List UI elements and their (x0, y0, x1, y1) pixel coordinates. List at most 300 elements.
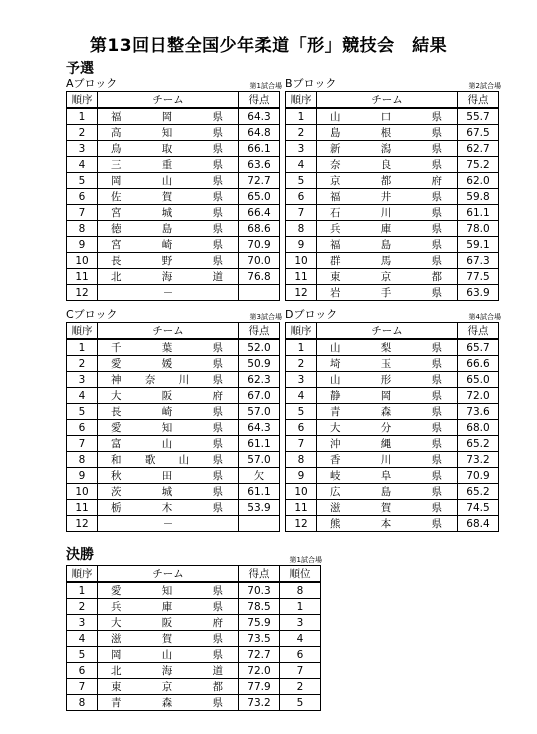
table-row (286, 125, 499, 141)
row-number: 4 (286, 388, 317, 404)
score-cell: 65.2 (458, 436, 499, 452)
team-cell (98, 500, 239, 516)
block-c (66, 309, 286, 532)
team-name: 神奈川県 (111, 374, 223, 386)
row-number: 6 (286, 189, 317, 205)
table-row (67, 452, 280, 468)
table-row (67, 436, 280, 452)
row-number: 10 (286, 484, 317, 500)
score-cell: 59.8 (458, 189, 499, 205)
score-cell: 61.1 (239, 484, 280, 500)
row-number: 10 (286, 253, 317, 269)
table-row (286, 452, 499, 468)
team-name: 静岡県 (330, 390, 442, 402)
row-number: 11 (67, 500, 98, 516)
score-cell: 72.7 (239, 647, 280, 663)
team-cell (98, 237, 239, 253)
score-cell: 77.9 (239, 679, 280, 695)
team-cell (317, 189, 458, 205)
row-number: 1 (67, 108, 98, 125)
team-name: 奈良県 (330, 159, 442, 171)
team-name: 広島県 (330, 486, 442, 498)
col-header-team: チーム (98, 323, 239, 340)
table-row (67, 221, 280, 237)
results-table (66, 91, 280, 301)
results-table (285, 91, 499, 301)
rank-cell: 7 (280, 663, 321, 679)
score-cell: 57.0 (239, 452, 280, 468)
score-cell: 68.6 (239, 221, 280, 237)
row-number: 1 (67, 582, 98, 599)
rank-cell: 4 (280, 631, 321, 647)
table-row (67, 108, 280, 125)
score-cell: 77.5 (458, 269, 499, 285)
row-number: 1 (67, 339, 98, 356)
row-number: 7 (67, 436, 98, 452)
team-cell (98, 436, 239, 452)
table-row (286, 372, 499, 388)
team-name: 栃木県 (111, 502, 223, 514)
table-row (67, 189, 280, 205)
team-cell (317, 221, 458, 237)
table-row (67, 599, 321, 615)
score-cell: 50.9 (239, 356, 280, 372)
table-row (286, 189, 499, 205)
score-cell: 65.0 (458, 372, 499, 388)
team-name: 滋賀県 (111, 633, 223, 645)
block-name: Dブロック (285, 308, 338, 321)
venue-label: 第1試合場 (249, 82, 282, 90)
score-cell: 65.0 (239, 189, 280, 205)
team-name: 新潟県 (330, 143, 442, 155)
team-cell (317, 205, 458, 221)
team-cell (317, 237, 458, 253)
team-name: 埼玉県 (330, 358, 442, 370)
score-cell: 70.3 (239, 582, 280, 599)
col-header-no: 順序 (67, 566, 98, 583)
block-name: Cブロック (66, 308, 118, 321)
table-row (286, 157, 499, 173)
team-name: 青森県 (330, 406, 442, 418)
team-name: 千葉県 (111, 342, 223, 354)
final-block (66, 552, 326, 711)
team-name: 宮崎県 (111, 239, 223, 251)
block-name: Bブロック (285, 77, 337, 90)
score-cell: 62.3 (239, 372, 280, 388)
score-cell: 62.0 (458, 173, 499, 189)
row-number: 6 (67, 663, 98, 679)
block-header (66, 552, 326, 565)
row-number: 12 (286, 285, 317, 301)
block-header (285, 78, 505, 91)
score-cell: 73.2 (239, 695, 280, 711)
score-cell: 66.4 (239, 205, 280, 221)
score-cell: 72.0 (239, 663, 280, 679)
score-cell: 78.0 (458, 221, 499, 237)
row-number: 8 (67, 452, 98, 468)
results-table (285, 322, 499, 532)
table-row (67, 372, 280, 388)
table-row (67, 173, 280, 189)
venue-label: 第1試合場 (289, 556, 322, 564)
team-cell (98, 388, 239, 404)
row-number: 6 (286, 420, 317, 436)
team-cell (98, 516, 239, 532)
row-number: 2 (67, 125, 98, 141)
table-row (286, 420, 499, 436)
team-cell (317, 253, 458, 269)
team-name: 北海道 (111, 665, 223, 677)
row-number: 2 (67, 599, 98, 615)
team-name: 群馬県 (330, 255, 442, 267)
row-number: 4 (67, 631, 98, 647)
team-name: 秋田県 (111, 470, 223, 482)
team-cell (98, 647, 239, 663)
team-cell (317, 285, 458, 301)
score-cell: 59.1 (458, 237, 499, 253)
table-row (286, 339, 499, 356)
row-number: 5 (67, 404, 98, 420)
row-number: 2 (286, 125, 317, 141)
team-name: 大阪府 (111, 617, 223, 629)
team-name: 東京都 (111, 681, 223, 693)
team-name: 宮城県 (111, 207, 223, 219)
col-header-no: 順序 (286, 323, 317, 340)
score-cell: 55.7 (458, 108, 499, 125)
table-row (286, 269, 499, 285)
team-cell (317, 468, 458, 484)
team-cell (317, 173, 458, 189)
team-name: 高知県 (111, 127, 223, 139)
team-name: 福井県 (330, 191, 442, 203)
block-d (285, 309, 505, 532)
team-cell (98, 468, 239, 484)
score-cell: 67.3 (458, 253, 499, 269)
score-cell: 72.0 (458, 388, 499, 404)
col-header-score: 得点 (458, 92, 499, 109)
score-cell: 68.4 (458, 516, 499, 532)
team-cell (317, 372, 458, 388)
score-cell: 76.8 (239, 269, 280, 285)
team-cell (98, 141, 239, 157)
row-number: 3 (286, 141, 317, 157)
score-cell: 75.2 (458, 157, 499, 173)
row-number: 12 (67, 516, 98, 532)
block-b (285, 78, 505, 301)
row-number: 9 (286, 468, 317, 484)
table-row (67, 339, 280, 356)
team-name: 兵庫県 (111, 601, 223, 613)
team-cell (98, 205, 239, 221)
row-number: 2 (286, 356, 317, 372)
team-cell (98, 372, 239, 388)
row-number: 10 (67, 484, 98, 500)
table-row (67, 157, 280, 173)
row-number: 8 (67, 221, 98, 237)
col-header-score: 得点 (239, 323, 280, 340)
team-name: 徳島県 (111, 223, 223, 235)
team-cell (317, 500, 458, 516)
block-a (66, 78, 286, 301)
team-name: 和歌山県 (111, 454, 223, 466)
score-cell: 61.1 (458, 205, 499, 221)
row-number: 1 (286, 108, 317, 125)
team-cell (317, 157, 458, 173)
team-cell (98, 679, 239, 695)
table-row (67, 516, 280, 532)
team-name: 山梨県 (330, 342, 442, 354)
team-name: － (162, 287, 174, 299)
table-row (286, 468, 499, 484)
row-number: 2 (67, 356, 98, 372)
team-name: 岐阜県 (330, 470, 442, 482)
row-number: 8 (67, 695, 98, 711)
block-header (285, 309, 505, 322)
team-cell (317, 388, 458, 404)
row-number: 1 (286, 339, 317, 356)
col-header-team: チーム (317, 92, 458, 109)
team-name: 茨城県 (111, 486, 223, 498)
table-row (67, 484, 280, 500)
table-row (67, 269, 280, 285)
team-name: 兵庫県 (330, 223, 442, 235)
team-name: 佐賀県 (111, 191, 223, 203)
row-number: 11 (67, 269, 98, 285)
team-cell (98, 631, 239, 647)
team-cell (317, 356, 458, 372)
team-name: － (162, 518, 174, 530)
row-number: 4 (67, 388, 98, 404)
team-cell (98, 484, 239, 500)
col-header-no: 順序 (67, 323, 98, 340)
team-name: 熊本県 (330, 518, 442, 530)
header-row (286, 323, 499, 340)
score-cell: 64.3 (239, 420, 280, 436)
team-cell (98, 269, 239, 285)
table-row (67, 356, 280, 372)
team-name: 鳥取県 (111, 143, 223, 155)
score-cell: 66.6 (458, 356, 499, 372)
score-cell: 63.9 (458, 285, 499, 301)
score-cell: 63.6 (239, 157, 280, 173)
row-number: 4 (67, 157, 98, 173)
table-row (67, 582, 321, 599)
table-row (286, 237, 499, 253)
team-cell (98, 599, 239, 615)
score-cell: 67.5 (458, 125, 499, 141)
table-row (286, 388, 499, 404)
team-name: 福島県 (330, 239, 442, 251)
table-row (67, 679, 321, 695)
team-name: 岡山県 (111, 649, 223, 661)
row-number: 11 (286, 500, 317, 516)
table-row (286, 205, 499, 221)
header-row (67, 323, 280, 340)
table-row (67, 253, 280, 269)
team-cell (317, 141, 458, 157)
team-cell (98, 125, 239, 141)
team-cell (98, 108, 239, 125)
rank-cell: 3 (280, 615, 321, 631)
row-number: 9 (286, 237, 317, 253)
rank-cell: 1 (280, 599, 321, 615)
team-name: 青森県 (111, 697, 223, 709)
rank-cell: 6 (280, 647, 321, 663)
table-row (286, 285, 499, 301)
team-name: 香川県 (330, 454, 442, 466)
team-name: 滋賀県 (330, 502, 442, 514)
team-cell (98, 420, 239, 436)
row-number: 8 (286, 221, 317, 237)
team-cell (98, 189, 239, 205)
score-cell: 62.7 (458, 141, 499, 157)
team-cell (98, 356, 239, 372)
score-cell: 64.8 (239, 125, 280, 141)
team-cell (98, 582, 239, 599)
rank-cell: 8 (280, 582, 321, 599)
table-row (286, 141, 499, 157)
table-row (286, 436, 499, 452)
table-row (286, 108, 499, 125)
row-number: 5 (67, 647, 98, 663)
row-number: 3 (67, 615, 98, 631)
team-name: 三重県 (111, 159, 223, 171)
venue-label: 第2試合場 (468, 82, 501, 90)
score-cell: 68.0 (458, 420, 499, 436)
rank-cell: 2 (280, 679, 321, 695)
row-number: 4 (286, 157, 317, 173)
score-cell: 73.6 (458, 404, 499, 420)
team-cell (317, 339, 458, 356)
team-name: 京都府 (330, 175, 442, 187)
team-name: 富山県 (111, 438, 223, 450)
team-name: 山形県 (330, 374, 442, 386)
row-number: 12 (67, 285, 98, 301)
score-cell: 75.9 (239, 615, 280, 631)
team-cell (317, 269, 458, 285)
venue-label: 第3試合場 (249, 313, 282, 321)
table-row (67, 404, 280, 420)
score-cell: 70.9 (239, 237, 280, 253)
team-name: 石川県 (330, 207, 442, 219)
team-name: 福岡県 (111, 111, 223, 123)
team-name: 山口県 (330, 111, 442, 123)
row-number: 9 (67, 468, 98, 484)
table-row (67, 237, 280, 253)
table-row (286, 484, 499, 500)
rank-cell: 5 (280, 695, 321, 711)
team-cell (317, 436, 458, 452)
score-cell: 72.7 (239, 173, 280, 189)
score-cell: 66.1 (239, 141, 280, 157)
score-cell: 78.5 (239, 599, 280, 615)
team-name: 愛知県 (111, 422, 223, 434)
score-cell: 73.2 (458, 452, 499, 468)
table-row (67, 695, 321, 711)
header-row (67, 92, 280, 109)
page-title: 第13回日整全国少年柔道「形」競技会 結果 (89, 36, 448, 56)
team-cell (98, 404, 239, 420)
table-row (67, 468, 280, 484)
score-cell (239, 516, 280, 532)
header-row (67, 566, 321, 583)
team-cell (98, 695, 239, 711)
row-number: 3 (286, 372, 317, 388)
row-number: 10 (67, 253, 98, 269)
table-row (67, 631, 321, 647)
table-row (67, 141, 280, 157)
row-number: 5 (286, 173, 317, 189)
team-cell (317, 452, 458, 468)
col-header-no: 順序 (286, 92, 317, 109)
team-name: 岡山県 (111, 175, 223, 187)
table-row (67, 420, 280, 436)
col-header-team: チーム (317, 323, 458, 340)
table-row (286, 253, 499, 269)
team-cell (98, 253, 239, 269)
score-cell: 53.9 (239, 500, 280, 516)
block-header (66, 309, 286, 322)
score-cell: 65.2 (458, 484, 499, 500)
team-name: 愛知県 (111, 585, 223, 597)
score-cell (239, 285, 280, 301)
team-name: 島根県 (330, 127, 442, 139)
col-header-score: 得点 (458, 323, 499, 340)
score-cell: 70.0 (239, 253, 280, 269)
score-cell: 74.5 (458, 500, 499, 516)
row-number: 11 (286, 269, 317, 285)
results-table (66, 565, 321, 711)
results-table (66, 322, 280, 532)
score-cell: 57.0 (239, 404, 280, 420)
row-number: 5 (67, 173, 98, 189)
score-cell: 65.7 (458, 339, 499, 356)
row-number: 7 (286, 436, 317, 452)
team-cell (98, 339, 239, 356)
team-name: 岩手県 (330, 287, 442, 299)
score-cell: 73.5 (239, 631, 280, 647)
team-cell (98, 221, 239, 237)
team-cell (98, 157, 239, 173)
row-number: 3 (67, 372, 98, 388)
team-name: 東京都 (330, 271, 442, 283)
table-row (286, 404, 499, 420)
score-cell: 67.0 (239, 388, 280, 404)
table-row (67, 285, 280, 301)
table-row (67, 615, 321, 631)
score-cell: 61.1 (239, 436, 280, 452)
table-row (67, 647, 321, 663)
team-name: 愛媛県 (111, 358, 223, 370)
team-cell (317, 404, 458, 420)
col-header-team: チーム (98, 566, 239, 583)
table-row (67, 205, 280, 221)
table-row (67, 388, 280, 404)
table-row (67, 125, 280, 141)
row-number: 7 (67, 205, 98, 221)
prelim-heading: 予選 (66, 61, 94, 77)
table-row (286, 516, 499, 532)
team-cell (98, 452, 239, 468)
venue-label: 第4試合場 (468, 313, 501, 321)
team-name: 長野県 (111, 255, 223, 267)
team-name: 大阪府 (111, 390, 223, 402)
team-cell (317, 108, 458, 125)
row-number: 8 (286, 452, 317, 468)
team-name: 大分県 (330, 422, 442, 434)
table-row (286, 356, 499, 372)
team-cell (98, 615, 239, 631)
